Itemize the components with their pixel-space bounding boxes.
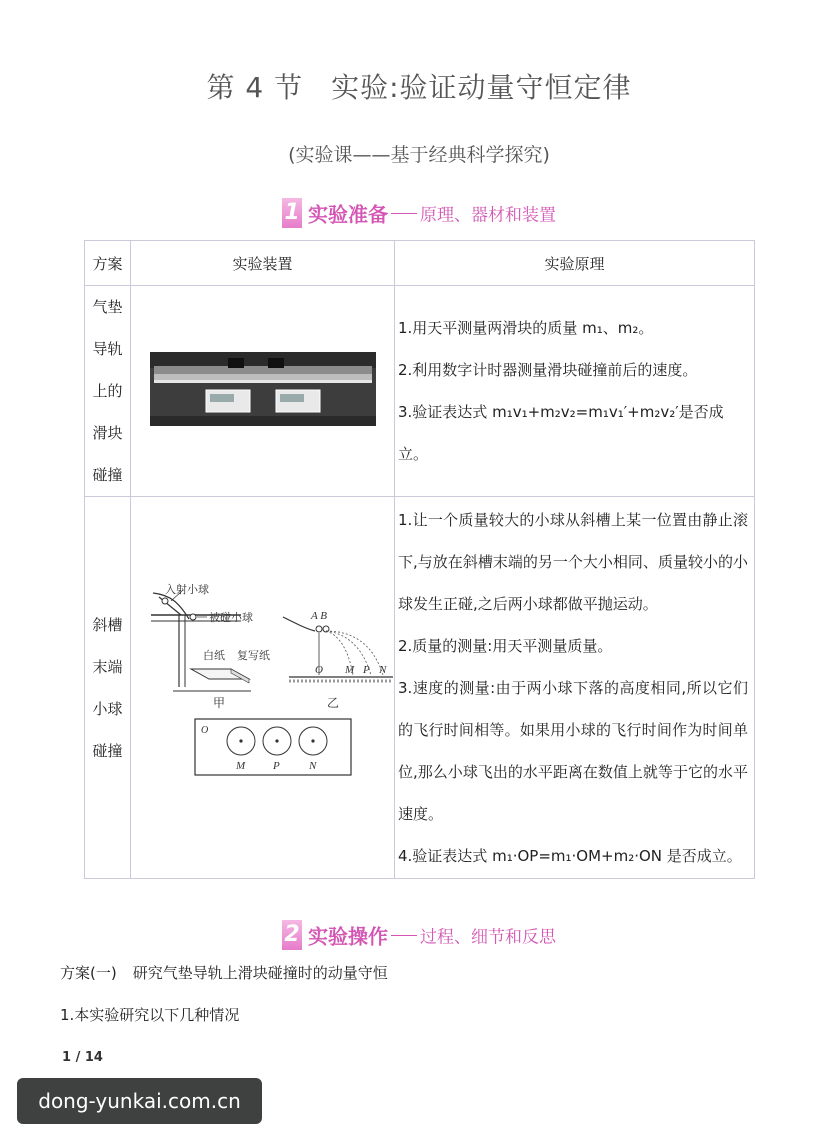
page-number: 1 / 14 [62,1050,103,1065]
principle-item: 2.利用数字计时器测量滑块碰撞前后的速度。 [398,361,698,379]
label-point-o: O [315,664,323,676]
scheme-cell: 斜槽 末端 小球 碰撞 [85,497,131,879]
page-subtitle: (实验课——基于经典科学探究) [288,144,550,166]
table-header-row [85,241,755,286]
header-scheme: 方案 [85,241,131,286]
section-badge-1: 1 [282,198,302,228]
plan-text: 研究气垫导轨上滑块碰撞时的动量守恒 [132,964,388,982]
label-point-m: M [345,664,355,676]
principle-item: 2.质量的测量:用天平测量质量。 [398,636,613,655]
principle-cell [395,286,755,497]
table-row [85,286,755,497]
label-carbon-paper: 复写纸 [237,650,270,662]
header-apparatus: 实验装置 [131,241,395,286]
label-spot-m: M [236,760,246,772]
label-target-ball: 被碰小球 [209,612,253,624]
principle-item: 1.用天平测量两滑块的质量 m₁、m₂。 [398,319,654,337]
section-header-main: 实验操作 [308,924,388,949]
experiment-table [84,240,755,879]
header-principle: 实验原理 [395,241,755,286]
plan-label: 方案(一) [60,964,117,982]
section-header-1 [0,198,838,228]
air-track-image [150,352,376,426]
label-jia: 甲 [213,696,226,710]
label-point-p: P [363,664,370,676]
page-title [0,66,838,106]
table-row [85,497,755,879]
section-name: 实验:验证动量守恒定律 [331,71,632,104]
label-white-paper: 白纸 [203,650,225,662]
plan-heading [60,962,388,983]
watermark: dong-yunkai.com.cn [17,1078,262,1124]
label-spot-p: P [273,760,280,772]
section-number: 第 4 节 [206,71,304,104]
chute-apparatus-figure [131,497,395,879]
label-spot-n: N [309,760,317,772]
principle-item: 3.验证表达式 m₁v₁+m₂v₂=m₁v₁′+m₂v₂′是否成立。 [398,403,724,463]
principle-item: 1.让一个质量较大的小球从斜槽上某一位置由静止滚下,与放在斜槽末端的另一个大小相同、质量较小的小球发生正碰,之后两小球都做平抛运动。 [398,510,748,613]
principle-cell [395,497,755,879]
air-track-photo [131,286,395,497]
label-incident-ball: 入射小球 [165,584,209,596]
label-ab: A B [311,610,327,622]
scheme-cell: 气垫 导轨 上的 滑块 碰撞 [85,286,131,497]
principle-item: 4.验证表达式 m₁·OP=m₁·OM+m₂·ON 是否成立。 [398,846,742,865]
section-header-main: 实验准备 [308,202,388,227]
label-spot-o: O [201,725,209,736]
list-item: 1.本实验研究以下几种情况 [60,1006,240,1024]
section-header-sub: 过程、细节和反思 [420,927,556,948]
section-header-2 [0,920,838,950]
label-yi: 乙 [327,696,340,710]
chute-diagram [131,497,395,874]
label-point-n: N [379,664,387,676]
principle-item: 3.速度的测量:由于两小球下落的高度相同,所以它们的飞行时间相等。如果用小球的飞行时间作为时间单位,那么小球飞出的水平距离在数值上就等于它的水平速度。 [398,678,748,823]
section-badge-2: 2 [282,920,302,950]
section-header-sub: 原理、器材和装置 [420,205,556,226]
